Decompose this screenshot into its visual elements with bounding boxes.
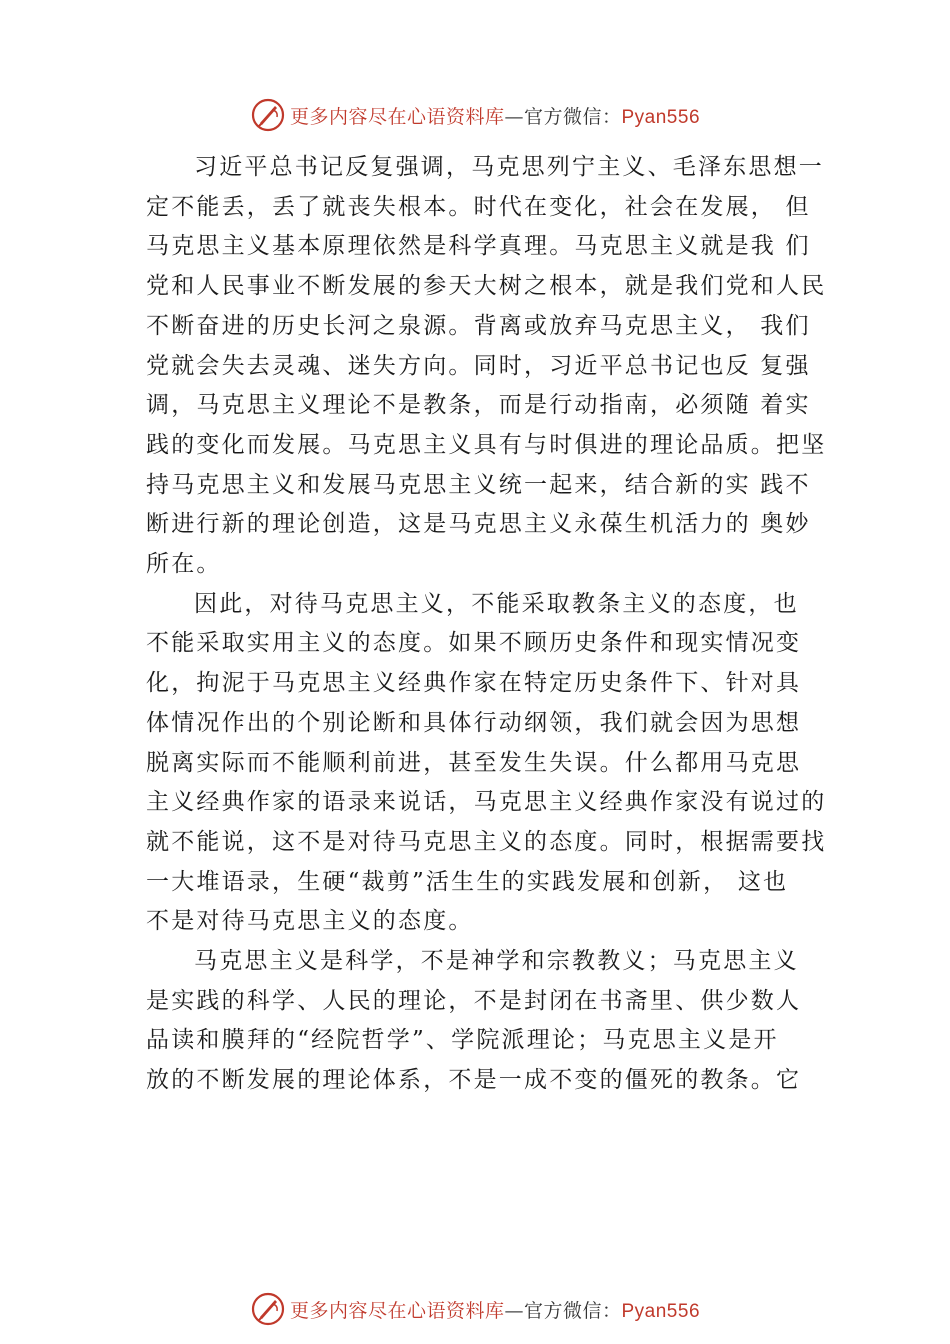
text-line: 调，马克思主义理论不是教条，而是行动指南，必须随 着实 — [146, 392, 811, 419]
text-line: 不是对待马克思主义的态度。 — [146, 908, 474, 935]
paragraph-2 — [146, 585, 836, 942]
paragraph-1 — [146, 148, 836, 585]
watermark-wechat-id: Pyan556 — [621, 106, 701, 128]
watermark-text — [290, 1296, 700, 1323]
text-line: 党和人民事业不断发展的参天大树之根本，就是我们党和人民 — [146, 273, 827, 300]
text-line: 践的变化而发展。马克思主义具有与时俱进的理论品质。把坚 — [146, 431, 827, 458]
text-line: 马克思主义是科学，不是神学和宗教教义；马克思主义 — [194, 948, 799, 975]
text-line: 持马克思主义和发展马克思主义统一起来，结合新的实 践不 — [146, 471, 811, 498]
watermark-wechat-id: Pyan556 — [621, 1300, 701, 1322]
quill-pen-logo-icon — [250, 1291, 286, 1327]
watermark-wechat-label: 官方微信： — [523, 105, 622, 128]
watermark-separator: — — [504, 1299, 524, 1322]
watermark-wechat-label: 官方微信： — [523, 1299, 622, 1322]
text-line: 习近平总书记反复强调，马克思列宁主义、毛泽东思想一 — [194, 154, 824, 180]
watermark-text — [290, 102, 700, 129]
text-line: 品读和膜拜的“经院哲学”、学院派理论；马克思主义是开 — [146, 1027, 779, 1054]
text-line: 主义经典作家的语录来说话，马克思主义经典作家没有说过的 — [146, 789, 827, 816]
text-line: 一大堆语录，生硬“裁剪”活生生的实践发展和创新， 这也 — [146, 868, 789, 895]
text-line: 体情况作出的个别论断和具体行动纲领，我们就会因为思想 — [146, 709, 802, 736]
text-line: 不断奋进的历史长河之泉源。背离或放弃马克思主义， 我们 — [146, 312, 811, 339]
footer-watermark — [0, 1289, 950, 1329]
text-line: 就不能说，这不是对待马克思主义的态度。同时，根据需要找 — [146, 828, 827, 855]
text-line: 定不能丢，丢了就丧失根本。时代在变化，社会在发展， 但 — [146, 193, 811, 220]
text-line: 放的不断发展的理论体系，不是一成不变的僵死的教条。它 — [146, 1067, 802, 1094]
header-watermark — [0, 95, 950, 135]
text-line: 因此，对待马克思主义，不能采取教条主义的态度，也 — [194, 590, 799, 617]
text-line: 不能采取实用主义的态度。如果不顾历史条件和现实情况变 — [146, 630, 802, 657]
watermark-main: 更多内容尽在心语资料库 — [289, 1299, 505, 1322]
paragraph-3 — [146, 942, 836, 1101]
text-line: 所在。 — [146, 551, 222, 578]
quill-pen-logo-icon — [250, 97, 286, 133]
text-line: 化，拘泥于马克思主义经典作家在特定历史条件下、针对具 — [146, 670, 802, 697]
document-body — [146, 148, 836, 1101]
watermark-separator: — — [504, 105, 524, 128]
watermark-main: 更多内容尽在心语资料库 — [289, 105, 505, 128]
text-line: 党就会失去灵魂、迷失方向。同时，习近平总书记也反 复强 — [146, 352, 811, 379]
text-line: 脱离实际而不能顺利前进，甚至发生失误。什么都用马克思 — [146, 749, 802, 776]
text-line: 马克思主义基本原理依然是科学真理。马克思主义就是我 们 — [146, 233, 811, 260]
text-line: 是实践的科学、人民的理论，不是封闭在书斋里、供少数人 — [146, 987, 802, 1014]
text-line: 断进行新的理论创造，这是马克思主义永葆生机活力的 奥妙 — [146, 511, 811, 538]
